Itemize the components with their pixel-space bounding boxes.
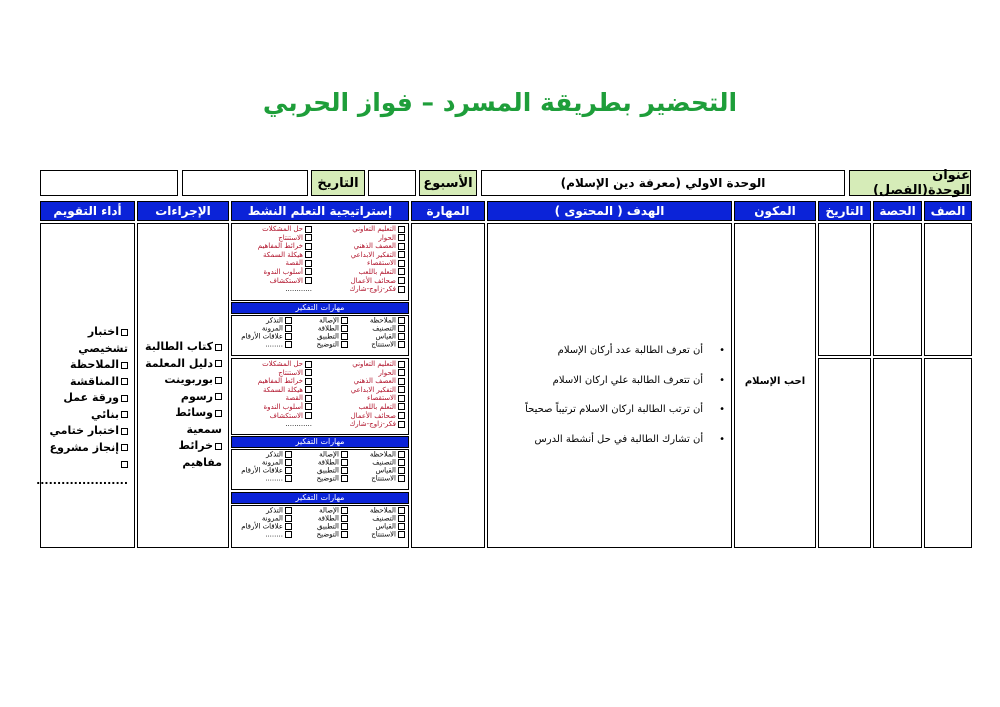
strategy-option[interactable]: التعلم باللعب: [350, 403, 406, 412]
strategy-option[interactable]: صحائف الأعمال: [350, 412, 406, 421]
strategy-option[interactable]: العصف الذهني: [350, 242, 406, 251]
thinking-option[interactable]: الاستنتاج: [370, 531, 405, 539]
thinking-option[interactable]: التطبيق: [317, 467, 348, 475]
strategy-option[interactable]: الاستنتاج: [258, 234, 312, 243]
strategy-option[interactable]: صحائف الأعمال: [350, 277, 406, 286]
assessment-option[interactable]: اختبار ختامي: [36, 423, 128, 440]
date-cell-1[interactable]: [818, 223, 871, 356]
week-label: الأسبوع: [419, 170, 477, 196]
strategy-option[interactable]: فكر-زاوج-شارك: [350, 285, 406, 294]
procedures-list: [138, 339, 222, 471]
strategy-option[interactable]: حل المشكلات: [258, 225, 312, 234]
strategy-option[interactable]: التعليم التعاوني: [350, 225, 406, 234]
strategy-option[interactable]: الاستقصاء: [350, 259, 406, 268]
thinking-option[interactable]: التوضيح: [317, 531, 348, 539]
thinking-header-1: مهارات التفكير: [231, 302, 409, 314]
thinking-option[interactable]: القياس: [370, 333, 405, 341]
assessment-cell: [36, 223, 135, 548]
header-class: الصف: [924, 201, 972, 221]
strategy-option[interactable]: التفكير الابداعي: [350, 251, 406, 260]
strategy-option[interactable]: ............: [285, 420, 312, 429]
thinking-option[interactable]: ........: [241, 531, 292, 539]
period-cell-2[interactable]: [873, 358, 922, 548]
assessment-option[interactable]: ورقة عمل: [36, 390, 128, 407]
thinking-option[interactable]: الملاحظة: [370, 451, 405, 459]
thinking-option[interactable]: علاقات الأرقام: [241, 523, 292, 531]
header-objective: الهدف ( المحتوى ): [487, 201, 732, 221]
period-cell-1[interactable]: [873, 223, 922, 356]
assessment-option[interactable]: المناقشة: [36, 374, 128, 391]
strategy-option[interactable]: فكر-زاوج-شارك: [350, 420, 406, 429]
page-title: التحضير بطريقة المسرد – فواز الحربي: [262, 88, 738, 117]
thinking-option[interactable]: الإصالة: [317, 507, 348, 515]
assessment-option[interactable]: اختبار تشخيصي: [78, 325, 128, 355]
header-component: المكون: [734, 201, 816, 221]
strategy-option[interactable]: القصة: [258, 394, 312, 403]
assessment-option[interactable]: إنجاز مشروع: [36, 440, 128, 457]
procedure-option[interactable]: كتاب الطالبة: [138, 339, 222, 356]
thinking-option[interactable]: التطبيق: [317, 523, 348, 531]
thinking-option[interactable]: التذكر: [241, 507, 292, 515]
strategy-option[interactable]: الحوار: [350, 234, 406, 243]
week-field[interactable]: [368, 170, 416, 196]
date-cell-2[interactable]: [818, 358, 871, 548]
assessment-option[interactable]: بنائي: [36, 407, 128, 424]
strategy-box-2: [231, 358, 409, 435]
component-cell: [734, 223, 816, 548]
thinking-option[interactable]: التصنيف: [370, 459, 405, 467]
thinking-option[interactable]: التصنيف: [370, 515, 405, 523]
strategy-option[interactable]: خرائط المفاهيم: [258, 377, 312, 386]
objective-cell: [487, 223, 732, 548]
strategy-option[interactable]: هيكلة السمكة: [258, 386, 312, 395]
objective-item: •أن تعرف الطالبة عدد أركان الإسلام: [557, 345, 725, 356]
strategy-option[interactable]: التفكير الابداعي: [350, 386, 406, 395]
procedure-option[interactable]: دليل المعلمة: [138, 356, 222, 373]
strategy-option[interactable]: الاستقصاء: [350, 394, 406, 403]
procedure-option[interactable]: بوربوينت: [138, 372, 222, 389]
header-procedures: الإجراءات: [137, 201, 229, 221]
objective-item: •أن تشارك الطالبة في حل أنشطة الدرس: [534, 433, 725, 445]
strategy-option[interactable]: الاستكشاف: [258, 277, 312, 286]
thinking-option[interactable]: الإصالة: [317, 451, 348, 459]
thinking-option[interactable]: المرونة: [241, 515, 292, 523]
strategy-col-left: [258, 225, 312, 294]
thinking-header-3: مهارات التفكير: [231, 492, 409, 504]
thinking-option[interactable]: المرونة: [241, 325, 292, 333]
assessment-list: [36, 324, 128, 489]
thinking-option[interactable]: الطلاقة: [317, 325, 348, 333]
thinking-option[interactable]: التذكر: [241, 317, 292, 325]
thinking-option[interactable]: الاستنتاج: [370, 475, 405, 483]
strategy-option[interactable]: أسلوب الندوة: [258, 403, 312, 412]
strategy-option[interactable]: هيكلة السمكة: [258, 251, 312, 260]
unit-title-label: عنوان الوحدة(الفصل): [849, 170, 971, 196]
thinking-option[interactable]: التطبيق: [317, 333, 348, 341]
class-cell-1[interactable]: [924, 223, 972, 356]
thinking-option[interactable]: الإصالة: [317, 317, 348, 325]
strategy-option[interactable]: أسلوب الندوة: [258, 268, 312, 277]
skill-cell[interactable]: [411, 223, 485, 548]
strategy-option[interactable]: ............: [285, 285, 312, 294]
thinking-option[interactable]: الملاحظة: [370, 317, 405, 325]
strategy-option[interactable]: العصف الذهني: [350, 377, 406, 386]
thinking-option[interactable]: الاستنتاج: [370, 341, 405, 349]
thinking-option[interactable]: التذكر: [241, 451, 292, 459]
thinking-option[interactable]: علاقات الأرقام: [241, 467, 292, 475]
thinking-option[interactable]: الملاحظة: [370, 507, 405, 515]
header-period: الحصة: [873, 201, 922, 221]
procedures-cell: [137, 223, 229, 548]
strategy-option[interactable]: الاستكشاف: [258, 412, 312, 421]
thinking-box-2: [231, 449, 409, 490]
strategy-option[interactable]: الاستنتاج: [258, 369, 312, 378]
thinking-option[interactable]: التوضيح: [317, 475, 348, 483]
thinking-option[interactable]: القياس: [370, 467, 405, 475]
procedure-option[interactable]: وسائط سمعية: [175, 406, 222, 436]
header-strategy: إستراتيجية التعلم النشط: [231, 201, 409, 221]
strategy-option[interactable]: القصة: [258, 259, 312, 268]
date-field[interactable]: [182, 170, 308, 196]
thinking-option[interactable]: المرونة: [241, 459, 292, 467]
thinking-option[interactable]: التوضيح: [317, 341, 348, 349]
strategy-box-1: [231, 223, 409, 301]
thinking-option[interactable]: ........: [241, 341, 292, 349]
unit-value: الوحدة الاولي (معرفة دين الإسلام): [481, 170, 845, 196]
thinking-header-2: مهارات التفكير: [231, 436, 409, 448]
assessment-option[interactable]: ......................: [36, 456, 128, 489]
thinking-option[interactable]: علاقات الأرقام: [241, 333, 292, 341]
header-date: التاريخ: [818, 201, 871, 221]
strategy-option[interactable]: خرائط المفاهيم: [258, 242, 312, 251]
procedure-option[interactable]: خرائط مفاهيم: [178, 439, 222, 469]
date-label: التاريخ: [311, 170, 365, 196]
header-assessment: أداء التقويم: [40, 201, 135, 221]
class-cell-2[interactable]: [924, 358, 972, 548]
extra-field[interactable]: [40, 170, 178, 196]
thinking-option[interactable]: التصنيف: [370, 325, 405, 333]
procedure-option[interactable]: رسوم: [138, 389, 222, 406]
thinking-box-3: [231, 505, 409, 548]
thinking-option[interactable]: القياس: [370, 523, 405, 531]
strategy-option[interactable]: الحوار: [350, 369, 406, 378]
thinking-option[interactable]: الطلاقة: [317, 459, 348, 467]
objective-item: •أن ترتب الطالبة اركان الاسلام ترتيباً صحيحاً: [525, 404, 725, 415]
component-value: احب الإسلام: [744, 376, 806, 387]
strategy-option[interactable]: حل المشكلات: [258, 360, 312, 369]
thinking-box-1: [231, 315, 409, 356]
assessment-option[interactable]: الملاحظة: [36, 357, 128, 374]
objective-item: •أن تتعرف الطالبة علي اركان الاسلام: [552, 374, 725, 386]
thinking-option[interactable]: ........: [241, 475, 292, 483]
thinking-option[interactable]: الطلاقة: [317, 515, 348, 523]
objectives-list: [525, 336, 725, 454]
strategy-option[interactable]: التعلم باللعب: [350, 268, 406, 277]
strategy-col-right: [350, 225, 406, 294]
header-skill: المهارة: [411, 201, 485, 221]
strategy-option[interactable]: التعليم التعاوني: [350, 360, 406, 369]
